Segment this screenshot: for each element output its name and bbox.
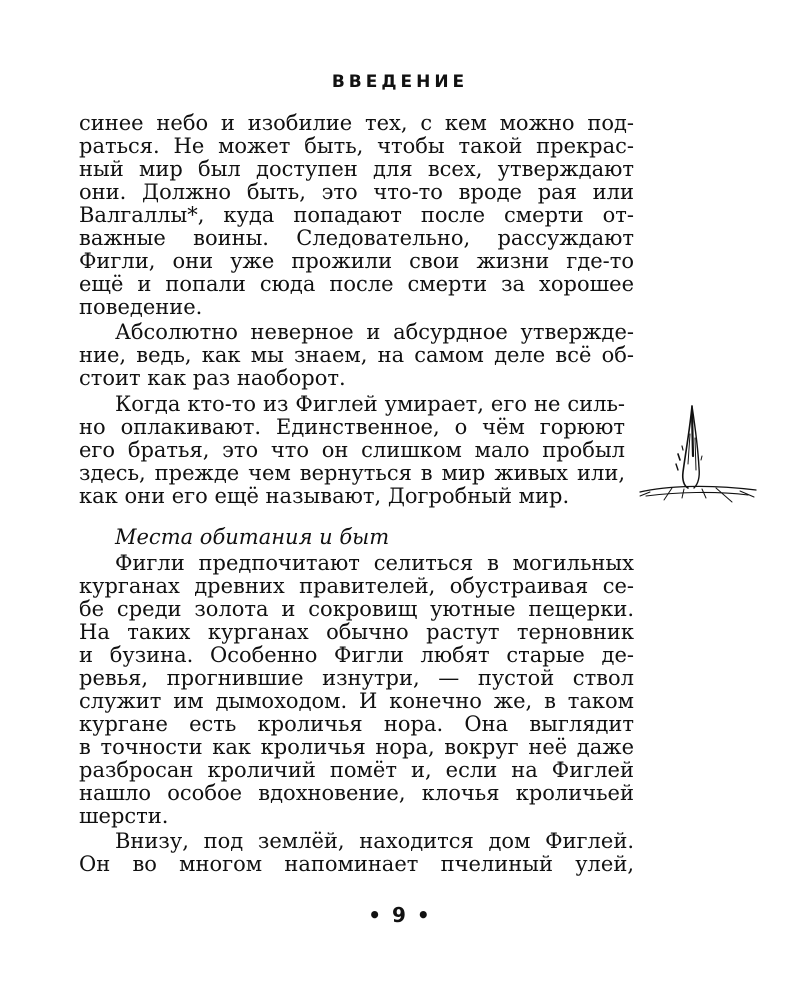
text-line: но оплакивают. Единственное, о чём горюют xyxy=(79,415,625,439)
text-line: На таких курганах обычно растут терновник xyxy=(79,620,634,644)
text-line: Внизу, под землёй, находится дом Фиглей. xyxy=(115,829,634,853)
text-line: Когда кто-то из Фиглей умирает, его не силь- xyxy=(115,392,625,416)
flame-sketch-icon xyxy=(636,398,760,506)
text-line: в точности как кроличья нора, вокруг неё даже xyxy=(79,735,634,759)
text-line: ние, ведь, как мы знаем, на самом деле всё об- xyxy=(79,343,634,367)
page-number: • 9 • xyxy=(368,903,432,927)
text-line: Он во многом напоминает пчелиный улей, xyxy=(79,852,634,876)
text-line: Валгаллы*, куда попадают после смерти от- xyxy=(79,203,634,227)
text-line: его братья, это что он слишком мало пробыл xyxy=(79,438,625,462)
text-line: как они его ещё называют, Догробный мир. xyxy=(79,484,570,508)
text-line: разбросан кроличий помёт и, если на Фиглей xyxy=(79,758,634,782)
text-line: Фигли предпочитают селиться в могильных xyxy=(115,551,634,575)
text-line: они. Должно быть, это что-то вроде рая или xyxy=(79,180,634,204)
text-line: курганах древних правителей, обустраивая се- xyxy=(79,574,634,598)
running-header: ВВЕДЕНИЕ xyxy=(331,72,469,92)
text-line: Абсолютно неверное и абсурдное утвержде- xyxy=(115,320,634,344)
text-line: здесь, прежде чем вернуться в мир живых или, xyxy=(79,461,625,485)
text-line: бе среди золота и сокровищ уютные пещерки. xyxy=(79,597,634,621)
text-line: поведение. xyxy=(79,295,203,319)
text-line: кургане есть кроличья нора. Она выглядит xyxy=(79,712,634,736)
text-line: ревья, прогнившие изнутри, — пустой ствол xyxy=(79,666,634,690)
text-line: служит им дымоходом. И конечно же, в таком xyxy=(79,689,634,713)
text-line: раться. Не может быть, чтобы такой прекрас- xyxy=(79,134,634,158)
text-line: стоит как раз наоборот. xyxy=(79,366,346,390)
text-line: ещё и попали сюда после смерти за хорошее xyxy=(79,272,634,296)
text-line: синее небо и изобилие тех, с кем можно под- xyxy=(79,111,634,135)
text-line: ный мир был доступен для всех, утверждают xyxy=(79,157,634,181)
text-line: нашло особое вдохновение, клочья кроличьей xyxy=(79,781,634,805)
text-line: шерсти. xyxy=(79,804,169,828)
text-line: и бузина. Особенно Фигли любят старые де- xyxy=(79,643,634,667)
text-line: Фигли, они уже прожили свои жизни где-то xyxy=(79,249,634,273)
section-subheading: Места обитания и быт xyxy=(115,525,390,549)
text-line: важные воины. Следовательно, рассуждают xyxy=(79,226,634,250)
